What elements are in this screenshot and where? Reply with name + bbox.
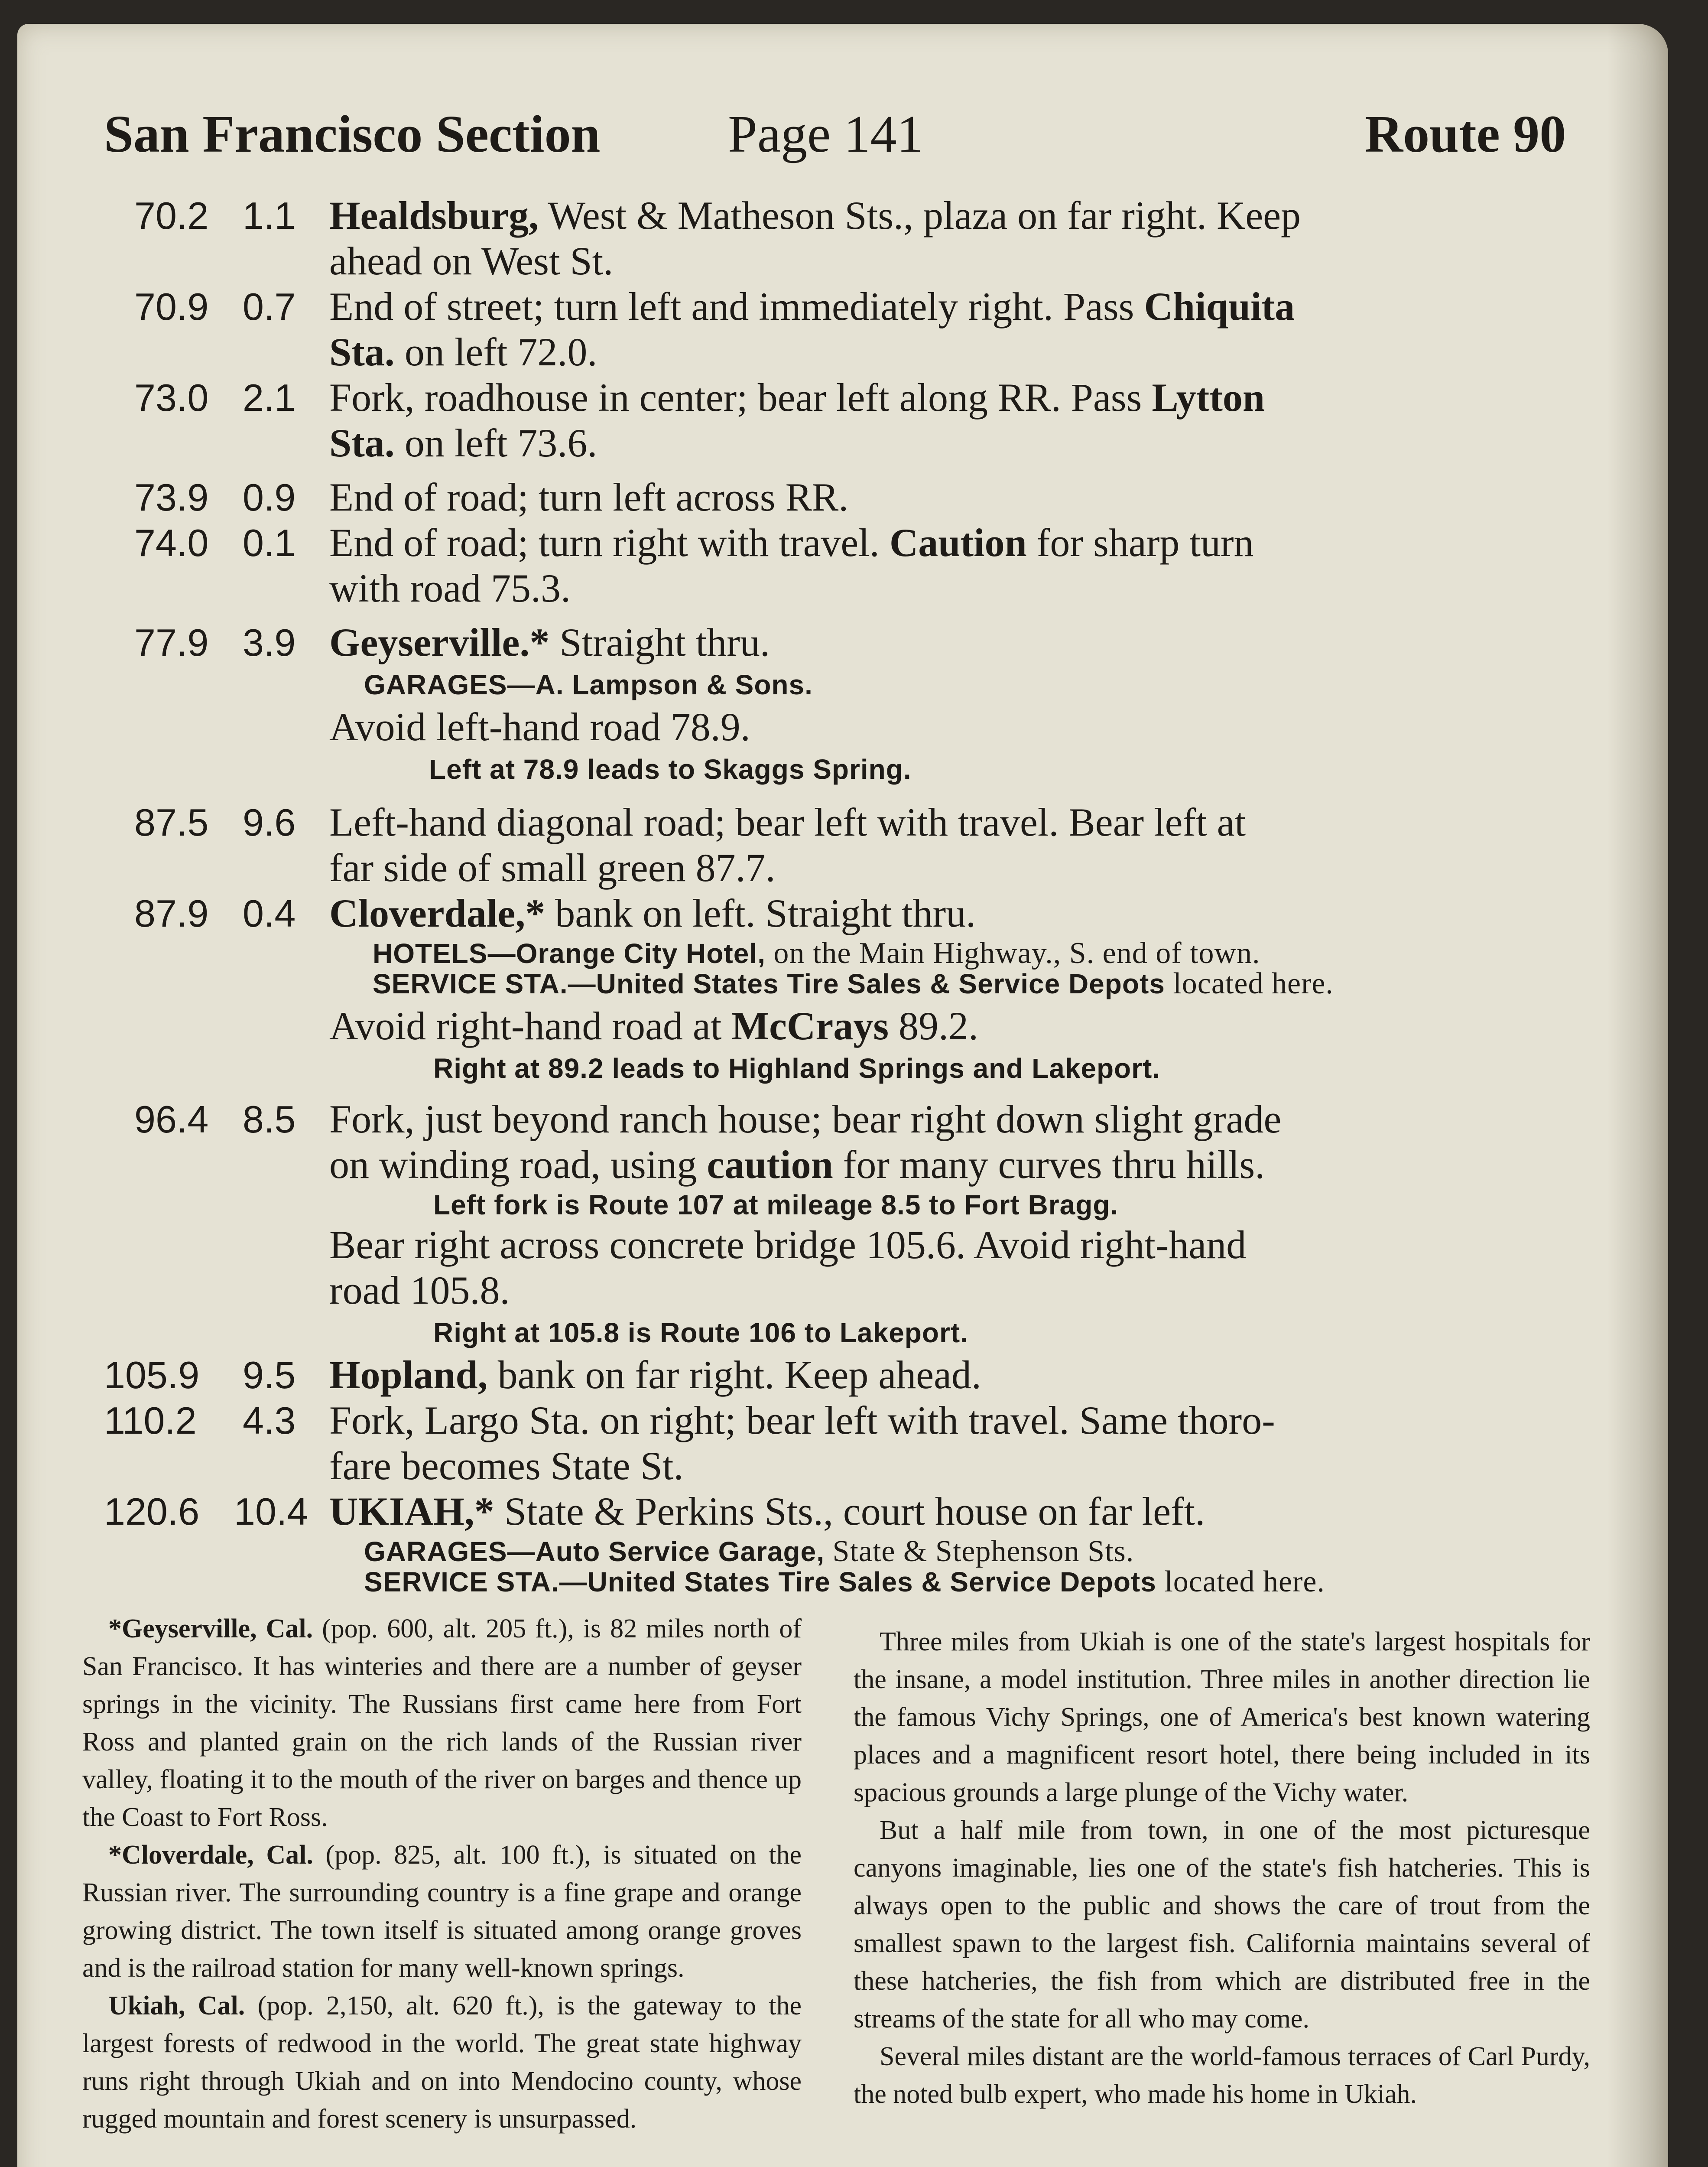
mileage-segment: 9.5 (243, 1354, 296, 1396)
entry-text: End of street; turn left and immediately right. Pass (329, 284, 1144, 329)
note-title: *Geyserville, Cal. (108, 1614, 313, 1643)
entry-line: fare becomes State St. (329, 1444, 684, 1488)
hotel-location: on the Main Highway., S. end of town. (765, 937, 1260, 970)
note-text: (pop. 2,150, alt. 620 ft.), is the gateway to the largest forests of redwood in the world. The great state highway runs right through Ukiah and on into Mendocino county, whose rugged mountain and forest scenery is unsurpassed. (82, 1991, 802, 2134)
place-name: Chiquita (1144, 284, 1295, 329)
mileage-segment: 8.5 (243, 1098, 296, 1141)
mileage-segment: 10.4 (234, 1490, 308, 1533)
entry-line (329, 193, 1301, 238)
entry-text: Straight thru. (549, 620, 770, 664)
notes-right-column (854, 1623, 1590, 2113)
side-road-note: Right at 89.2 leads to Highland Springs and Lakeport. (433, 1053, 1161, 1084)
mileage-segment: 0.7 (243, 285, 296, 328)
mileage-total: 77.9 (134, 621, 209, 664)
entry-text: State & Perkins Sts., court house on far left. (494, 1489, 1205, 1533)
note-ukiah (82, 1987, 802, 2138)
entry-line (329, 1489, 1205, 1534)
note-title: *Cloverdale, Cal. (108, 1840, 313, 1870)
mileage-total: 74.0 (134, 521, 209, 564)
mileage-segment: 2.1 (243, 376, 296, 419)
page-edge-shadow (1607, 24, 1668, 2167)
mileage-total: 70.9 (134, 285, 209, 328)
mileage-total: 96.4 (134, 1098, 209, 1141)
mileage-total: 73.9 (134, 476, 209, 519)
entry-line (329, 284, 1295, 329)
place-name: McCrays (731, 1004, 889, 1048)
entry-line: far side of small green 87.7. (329, 846, 776, 890)
mileage-total: 70.2 (134, 194, 209, 237)
page-number: Page 141 (728, 105, 923, 163)
place-name: Hopland, (329, 1353, 488, 1397)
mileage-segment: 1.1 (243, 194, 296, 237)
place-name: UKIAH,* (329, 1489, 494, 1533)
garages-note: GARAGES—A. Lampson & Sons. (364, 669, 813, 700)
entry-text: Fork, roadhouse in center; bear left along RR. Pass (329, 375, 1152, 420)
place-name: Healdsburg, (329, 193, 539, 238)
mileage-segment: 0.9 (243, 476, 296, 519)
caution-word: Caution (889, 521, 1027, 565)
place-name: Lytton (1152, 375, 1265, 420)
note-text: (pop. 825, alt. 100 ft.), is situated on the Russian river. The surrounding country is a fine grape and orange growing district. The town itself is situated among orange groves and is the railroad station for many well-known springs. (82, 1840, 802, 1983)
mileage-total: 105.9 (104, 1354, 200, 1396)
entry-line (329, 1352, 981, 1398)
mileage-total: 120.6 (104, 1490, 200, 1533)
mileage-segment: 4.3 (243, 1399, 296, 1442)
entry-line: Fork, Largo Sta. on right; bear left with travel. Same thoro- (329, 1398, 1275, 1442)
service-station-location: located here. (1165, 967, 1334, 1000)
entry-line: Fork, just beyond ranch house; bear right down slight grade (329, 1097, 1282, 1141)
entry-text: on left 72.0. (394, 330, 597, 374)
side-road-note: Right at 105.8 is Route 106 to Lakeport. (433, 1317, 968, 1348)
entry-text: on winding road, using (329, 1142, 707, 1187)
garage-name: GARAGES—Auto Service Garage, (364, 1536, 825, 1567)
mileage-segment: 3.9 (243, 621, 296, 664)
service-station-note (373, 966, 1334, 1001)
entry-line: Left-hand diagonal road; bear left with travel. Bear left at (329, 800, 1246, 844)
entry-text: for sharp turn (1026, 521, 1254, 565)
garage-location: State & Stephenson Sts. (824, 1535, 1134, 1568)
note-title: Ukiah, Cal. (108, 1991, 245, 2021)
note-carl-purdy: Several miles distant are the world-famous terraces of Carl Purdy, the noted bulb expert, who made his home in Ukiah. (854, 2042, 1590, 2109)
guide-page (17, 24, 1668, 2167)
note-text: (pop. 600, alt. 205 ft.), is 82 miles north of San Francisco. It has winteries and there are a number of geyser springs in the vicinity. The Russians first came here from Fort Ross and planted grain on the rich lands of the Russian river valley, floating it to the mouth of the river on barges and thence up the Coast to Fort Ross. (82, 1614, 802, 1832)
entry-line: Avoid left-hand road 78.9. (329, 705, 750, 749)
caution-word: caution (707, 1142, 833, 1187)
entry-text: on left 73.6. (394, 421, 597, 465)
mileage-segment: 0.1 (243, 521, 296, 564)
place-name: Cloverdale,* (329, 891, 546, 935)
entry-text: 89.2. (889, 1004, 979, 1048)
route-number: Route 90 (1365, 105, 1566, 163)
mileage-segment: 9.6 (243, 801, 296, 844)
service-station-note (364, 1565, 1325, 1599)
note-cloverdale (82, 1836, 802, 1987)
garages-note (364, 1534, 1134, 1569)
entry-text: bank on far right. Keep ahead. (487, 1353, 981, 1397)
place-name: Sta. (329, 330, 395, 374)
entry-line (329, 329, 597, 375)
hotel-name: HOTELS—Orange City Hotel, (373, 938, 766, 969)
entry-line (329, 375, 1265, 420)
place-name: Geyserville.* (329, 620, 550, 664)
service-station-name: SERVICE STA.—United States Tire Sales & Service Depots (364, 1566, 1156, 1598)
mileage-total: 87.5 (134, 801, 209, 844)
side-road-note: Left fork is Route 107 at mileage 8.5 to Fort Bragg. (433, 1189, 1119, 1220)
section-title: San Francisco Section (104, 105, 601, 163)
hotels-note (373, 936, 1260, 971)
entry-line: Bear right across concrete bridge 105.6. Avoid right-hand (329, 1223, 1247, 1267)
page-header (17, 104, 1668, 169)
entry-line (329, 1142, 1265, 1188)
entry-line (329, 620, 770, 665)
entry-text: for many curves thru hills. (833, 1142, 1265, 1187)
mileage-segment: 0.4 (243, 892, 296, 935)
note-hospital-springs: Three miles from Ukiah is one of the state's largest hospitals for the insane, a model institution. Three miles in another direction lie the famous Vichy Springs, one of America's best known watering places and a magnificent resort hotel, there being included in its spacious grounds a large plunge of the Vichy water. (854, 1627, 1590, 1807)
service-station-name: SERVICE STA.—United States Tire Sales & Service Depots (373, 968, 1165, 999)
side-road-note: Left at 78.9 leads to Skaggs Spring. (429, 754, 912, 785)
entry-line (329, 1003, 978, 1049)
entry-text: Avoid right-hand road at (329, 1004, 732, 1048)
mileage-total: 110.2 (104, 1399, 197, 1442)
entry-text: End of road; turn right with travel. (329, 521, 890, 565)
mileage-total: 87.9 (134, 892, 209, 935)
entry-line (329, 420, 597, 466)
entry-line: End of road; turn left across RR. (329, 475, 849, 519)
mileage-total: 73.0 (134, 376, 209, 419)
entry-line: with road 75.3. (329, 566, 571, 610)
entry-line (329, 520, 1254, 566)
note-fish-hatchery: But a half mile from town, in one of the most picturesque canyons imaginable, lies one of the state's fish hatcheries. This is always open to the public and shows the care of trout from the smallest spawn to the largest fish. California maintains several of these hatcheries, the fish from which are distributed free in the streams of the state for all who may come. (854, 1816, 1590, 2034)
entry-text: West & Matheson Sts., plaza on far right. Keep (539, 193, 1301, 238)
note-geyserville (82, 1610, 802, 1836)
entry-line: ahead on West St. (329, 239, 614, 283)
entry-line: road 105.8. (329, 1268, 510, 1312)
entry-text: bank on left. Straight thru. (545, 891, 976, 935)
notes-left-column (82, 1610, 802, 2138)
entry-line (329, 891, 976, 936)
service-station-location: located here. (1156, 1565, 1325, 1598)
place-name: Sta. (329, 421, 395, 465)
